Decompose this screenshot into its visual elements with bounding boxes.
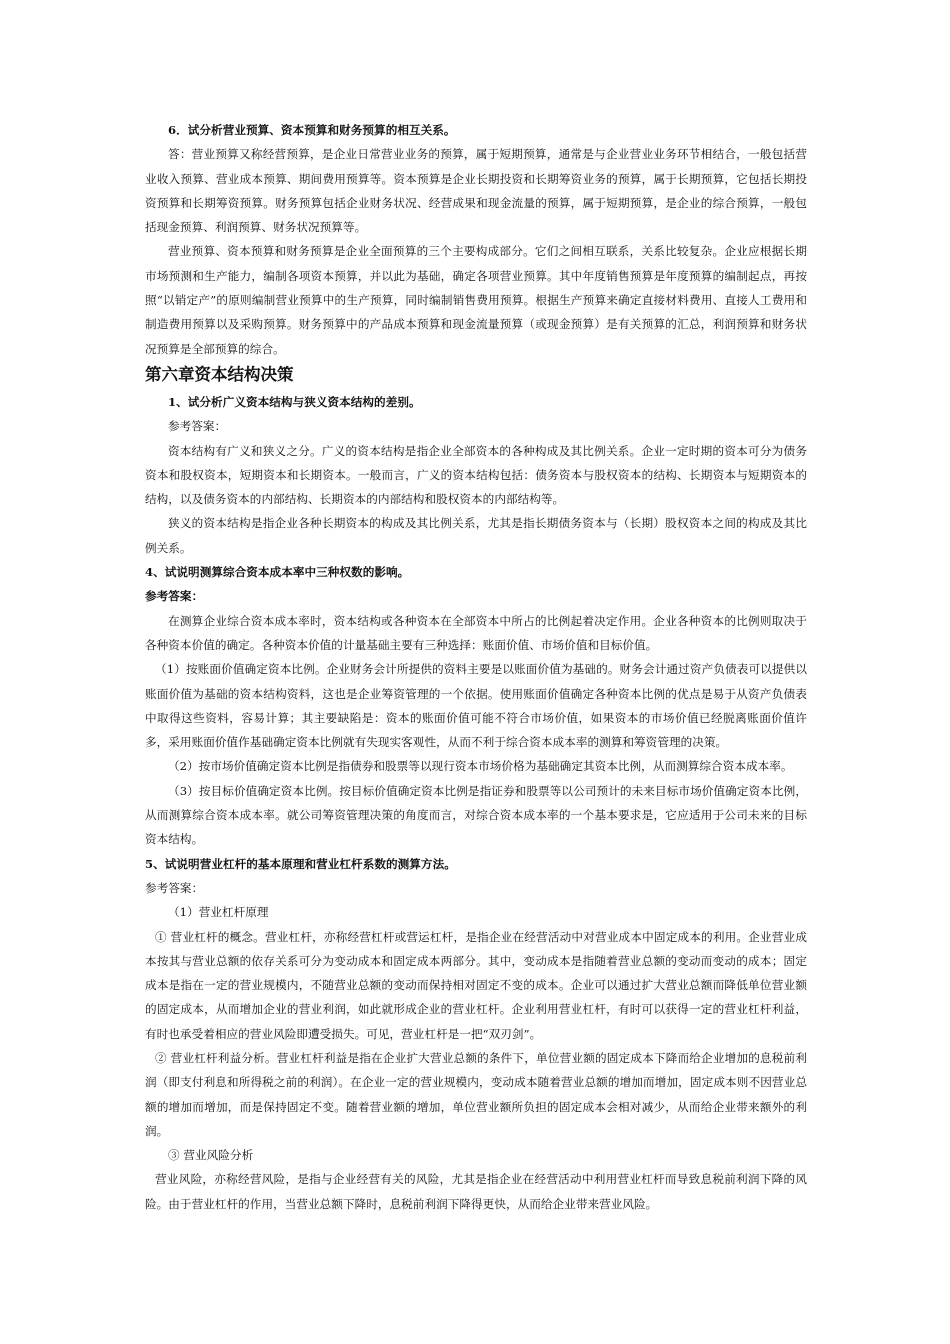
chapter-title: 第六章资本结构决策: [145, 364, 294, 384]
subheading: ③ 营业风险分析: [168, 1148, 254, 1163]
question-6-heading: 6．试分析营业预算、资本预算和财务预算的相互关系。: [168, 123, 456, 137]
answer-paragraph: 资本结构有广义和狭义之分。广义的资本结构是指企业全部资本的各种构成及其比例关系。企业一定时期的资本可分为债务资本和股权资本，短期资本和长期资本。一般而言，广义的资本结构包括：债务资本与股权资本的结构、长期资本与短期资本的结构，以及债务资本的内部结构、长期资本的内部结构和股权资本的内部结构等。: [145, 443, 807, 507]
subheading: （1）营业杠杆原理: [168, 905, 269, 920]
answer-paragraph: 狭义的资本结构是指企业各种长期资本的构成及其比例关系，尤其是指长期债务资本与（长期）股权资本之间的构成及其比例关系。: [145, 516, 807, 555]
question-4-heading: 4、试说明测算综合资本成本率中三种权数的影响。: [145, 565, 410, 580]
answer-paragraph: ② 营业杠杆利益分析。营业杠杆利益是指在企业扩大营业总额的条件下，单位营业额的固定成本下降而给企业增加的息税前利润（即支付利息和所得税之前的利润）。在企业一定的营业规模内，变动成本随着营业总额的增加而增加，固定成本则不因营业总额的增加而增加，而是保持固定不变。随着营业额的增加，单位营业额所负担的固定成本会相对减少，从而给企业带来额外的利润。: [145, 1050, 807, 1138]
answer-paragraph: （1）按账面价值确定资本比例。企业财务会计所提供的资料主要是以账面价值为基础的。财务会计通过资产负债表可以提供以账面价值为基础的资本结构资料，这也是企业筹资管理的一个依据。使用账面价值确定各种资本比例的优点是易于从资产负债表中取得这些资料，容易计算；其主要缺陷是：资本的账面价值可能不符合市场价值，如果资本的市场价值已经脱离账面价值许多，采用账面价值作基础确定资本比例就有失现实客观性，从而不利于综合资本成本率的测算和筹资管理的决策。: [145, 662, 807, 750]
answer-paragraph: 营业风险，亦称经营风险，是指与企业经营有关的风险，尤其是指企业在经营活动中利用营业杠杆而导致息税前利润下降的风险。由于营业杠杆的作用，当营业总额下降时，息税前利润下降得更快，从而给企业带来营业风险。: [145, 1172, 807, 1211]
answer-paragraph: 在测算企业综合资本成本率时，资本结构或各种资本在全部资本中所占的比例起着决定作用。企业各种资本的比例则取决于各种资本价值的确定。各种资本价值的计量基础主要有三种选择：账面价值、市场价值和目标价值。: [145, 613, 807, 652]
answer-paragraph: （2）按市场价值确定资本比例是指债券和股票等以现行资本市场价格为基础确定其资本比例，从而测算综合资本成本率。: [168, 759, 793, 774]
answer-paragraph: （3）按目标价值确定资本比例。按目标价值确定资本比例是指证券和股票等以公司预计的未来目标市场价值确定资本比例，从而测算综合资本成本率。就公司筹资管理决策的角度而言，对综合资本成本率的一个基本要求是，它应适用于公司未来的目标资本结构。: [145, 783, 807, 847]
question-1-heading: 1、试分析广义资本结构与狭义资本结构的差别。: [168, 394, 421, 409]
answer-label: 参考答案：: [168, 419, 227, 434]
answer-paragraph: 答：营业预算又称经营预算，是企业日常营业业务的预算，属于短期预算，通常是与企业营业业务环节相结合，一般包括营业收入预算、营业成本预算、期间费用预算等。资本预算是企业长期投资和长期筹资业务的预算，属于长期预算，它包括长期投资预算和长期筹资预算。财务预算包括企业财务状况、经营成果和现金流量的预算，属于短期预算，是企业的综合预算，一般包括现金预算、利润预算、财务状况预算等。: [145, 147, 807, 235]
answer-label: 参考答案：: [145, 589, 204, 604]
answer-paragraph: 营业预算、资本预算和财务预算是企业全面预算的三个主要构成部分。它们之间相互联系，关系比较复杂。企业应根据长期市场预测和生产能力，编制各项资本预算，并以此为基础，确定各项营业预算。其中年度销售预算是年度预算的编制起点，再按照“以销定产”的原则编制营业预算中的生产预算，同时编制销售费用预算。根据生产预算来确定直接材料费用、直接人工费用和制造费用预算以及采购预算。财务预算中的产品成本预算和现金流量预算（或现金预算）是有关预算的汇总，利润预算和财务状况预算是全部预算的综合。: [145, 244, 807, 356]
answer-label: 参考答案：: [145, 880, 204, 895]
answer-paragraph: ① 营业杠杆的概念。营业杠杆，亦称经营杠杆或营运杠杆，是指企业在经营活动中对营业成本中固定成本的利用。企业营业成本按其与营业总额的依存关系可分为变动成本和固定成本两部分。其中，变动成本是指随着营业总额的变动而变动的成本；固定成本是指在一定的营业规模内，不随营业总额的变动而保持相对固定不变的成本。企业可以通过扩大营业总额而降低单位营业额的固定成本，从而增加企业的营业利润，如此就形成企业的营业杠杆。企业利用营业杠杆，有时可以获得一定的营业杠杆利益，有时也承受着相应的营业风险即遭受损失。可见，营业杠杆是一把“双刃剑”。: [145, 929, 807, 1041]
question-5-heading: 5、试说明营业杠杆的基本原理和营业杠杆系数的测算方法。: [145, 856, 456, 871]
document-page: [145, 118, 807, 1216]
